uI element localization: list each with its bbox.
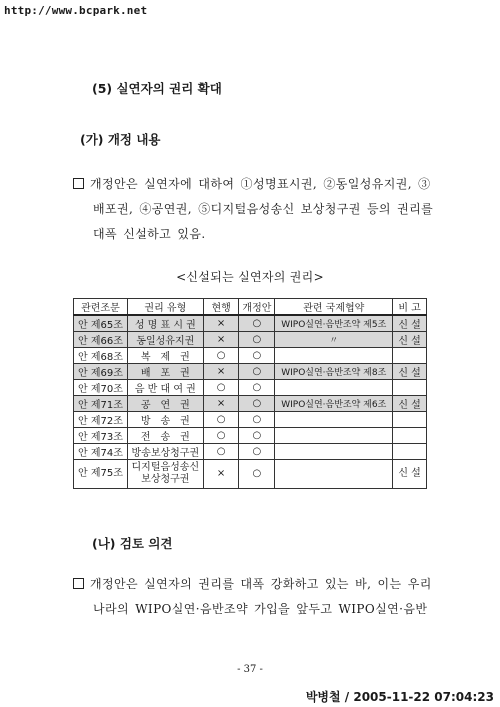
timestamp-stamp: 박병철 / 2005-11-22 07:04:23 [305, 690, 494, 704]
paragraph-line: 개정안은 실연자에 대하여 ①성명표시권, ②동일성유지권, ③ [73, 177, 431, 191]
cell-article: 안 제70조 [74, 380, 128, 396]
cell-amended: ○ [239, 364, 275, 380]
table-row [74, 364, 427, 380]
column-header: 현행 [203, 299, 239, 316]
cell-right-type: 전 송 권 [127, 428, 203, 444]
cell-amended: ○ [239, 428, 275, 444]
cell-treaty: WIPO실연·음반조약 제5조 [275, 315, 393, 332]
cell-right-type: 방송보상청구권 [127, 444, 203, 460]
column-header: 비 고 [393, 299, 427, 316]
cell-amended: ○ [239, 444, 275, 460]
subsection-heading-na: (나) 검토 의견 [92, 536, 173, 551]
cell-right-type: 배 포 권 [127, 364, 203, 380]
cell-current: ○ [203, 428, 239, 444]
cell-current: ○ [203, 444, 239, 460]
cell-amended: ○ [239, 460, 275, 489]
table-row [74, 412, 427, 428]
cell-treaty [275, 412, 393, 428]
cell-right-type: 성 명 표 시 권 [127, 315, 203, 332]
cell-treaty [275, 348, 393, 364]
table-row [74, 332, 427, 348]
cell-article: 안 제71조 [74, 396, 128, 412]
paragraph-line: 배포권, ④공연권, ⑤디지털음성송신 보상청구권 등의 권리를 [93, 202, 434, 216]
cell-note: 신 설 [393, 364, 427, 380]
cell-right-type: 디지털음성송신 보상청구권 [127, 460, 203, 489]
column-header: 권리 유형 [127, 299, 203, 316]
column-header: 개정안 [239, 299, 275, 316]
cell-current: ○ [203, 348, 239, 364]
cell-treaty [275, 428, 393, 444]
rights-table [73, 298, 427, 489]
cell-note [393, 444, 427, 460]
table-row [74, 380, 427, 396]
cell-treaty: 〃 [275, 332, 393, 348]
cell-current: × [203, 460, 239, 489]
cell-treaty: WIPO실연·음반조약 제6조 [275, 396, 393, 412]
cell-treaty [275, 460, 393, 489]
cell-note: 신 설 [393, 396, 427, 412]
subsection-heading-ga: (가) 개정 내용 [80, 132, 161, 147]
cell-current: × [203, 315, 239, 332]
cell-article: 안 제72조 [74, 412, 128, 428]
cell-amended: ○ [239, 412, 275, 428]
cell-article: 안 제74조 [74, 444, 128, 460]
cell-note [393, 428, 427, 444]
paragraph-amendment [73, 172, 433, 247]
column-header: 관련조문 [74, 299, 128, 316]
cell-treaty [275, 380, 393, 396]
column-header: 관련 국제협약 [275, 299, 393, 316]
cell-note [393, 380, 427, 396]
cell-note [393, 412, 427, 428]
cell-article: 안 제75조 [74, 460, 128, 489]
paragraph-review [73, 572, 432, 622]
cell-article: 안 제66조 [74, 332, 128, 348]
cell-current: ○ [203, 412, 239, 428]
cell-current: × [203, 332, 239, 348]
paragraph-line: 개정안은 실연자의 권리를 대폭 강화하고 있는 바, 이는 우리 [73, 577, 432, 591]
cell-note [393, 348, 427, 364]
cell-current: × [203, 396, 239, 412]
cell-current: ○ [203, 380, 239, 396]
paragraph-line: 대폭 신설하고 있음. [93, 227, 206, 241]
cell-right-type: 방 송 권 [127, 412, 203, 428]
cell-article: 안 제73조 [74, 428, 128, 444]
cell-right-type: 음 반 대 여 권 [127, 380, 203, 396]
cell-article: 안 제68조 [74, 348, 128, 364]
page-number: - 37 - [237, 664, 263, 675]
cell-amended: ○ [239, 348, 275, 364]
cell-current: × [203, 364, 239, 380]
paragraph-line: 나라의 WIPO실연·음반조약 가입을 앞두고 WIPO실연·음반 [93, 602, 428, 616]
checkbox-square-icon [73, 178, 84, 189]
cell-amended: ○ [239, 396, 275, 412]
cell-note: 신 설 [393, 460, 427, 489]
table-row [74, 444, 427, 460]
section-heading: (5) 실연자의 권리 확대 [92, 81, 222, 96]
watermark-url: http://www.bcpark.net [4, 4, 148, 17]
checkbox-square-icon [73, 578, 84, 589]
cell-right-type: 공 연 권 [127, 396, 203, 412]
cell-article: 안 제65조 [74, 315, 128, 332]
cell-treaty: WIPO실연·음반조약 제8조 [275, 364, 393, 380]
cell-note: 신 설 [393, 332, 427, 348]
table-caption: <신설되는 실연자의 권리> [176, 270, 324, 284]
table-row [74, 348, 427, 364]
cell-amended: ○ [239, 380, 275, 396]
cell-right-type: 복 제 권 [127, 348, 203, 364]
cell-amended: ○ [239, 332, 275, 348]
table-row [74, 460, 427, 489]
table-row [74, 315, 427, 332]
cell-note: 신 설 [393, 315, 427, 332]
cell-article: 안 제69조 [74, 364, 128, 380]
table-row [74, 428, 427, 444]
table-row [74, 396, 427, 412]
cell-right-type: 동일성유지권 [127, 332, 203, 348]
cell-treaty [275, 444, 393, 460]
cell-amended: ○ [239, 315, 275, 332]
table-header-row [74, 299, 427, 316]
